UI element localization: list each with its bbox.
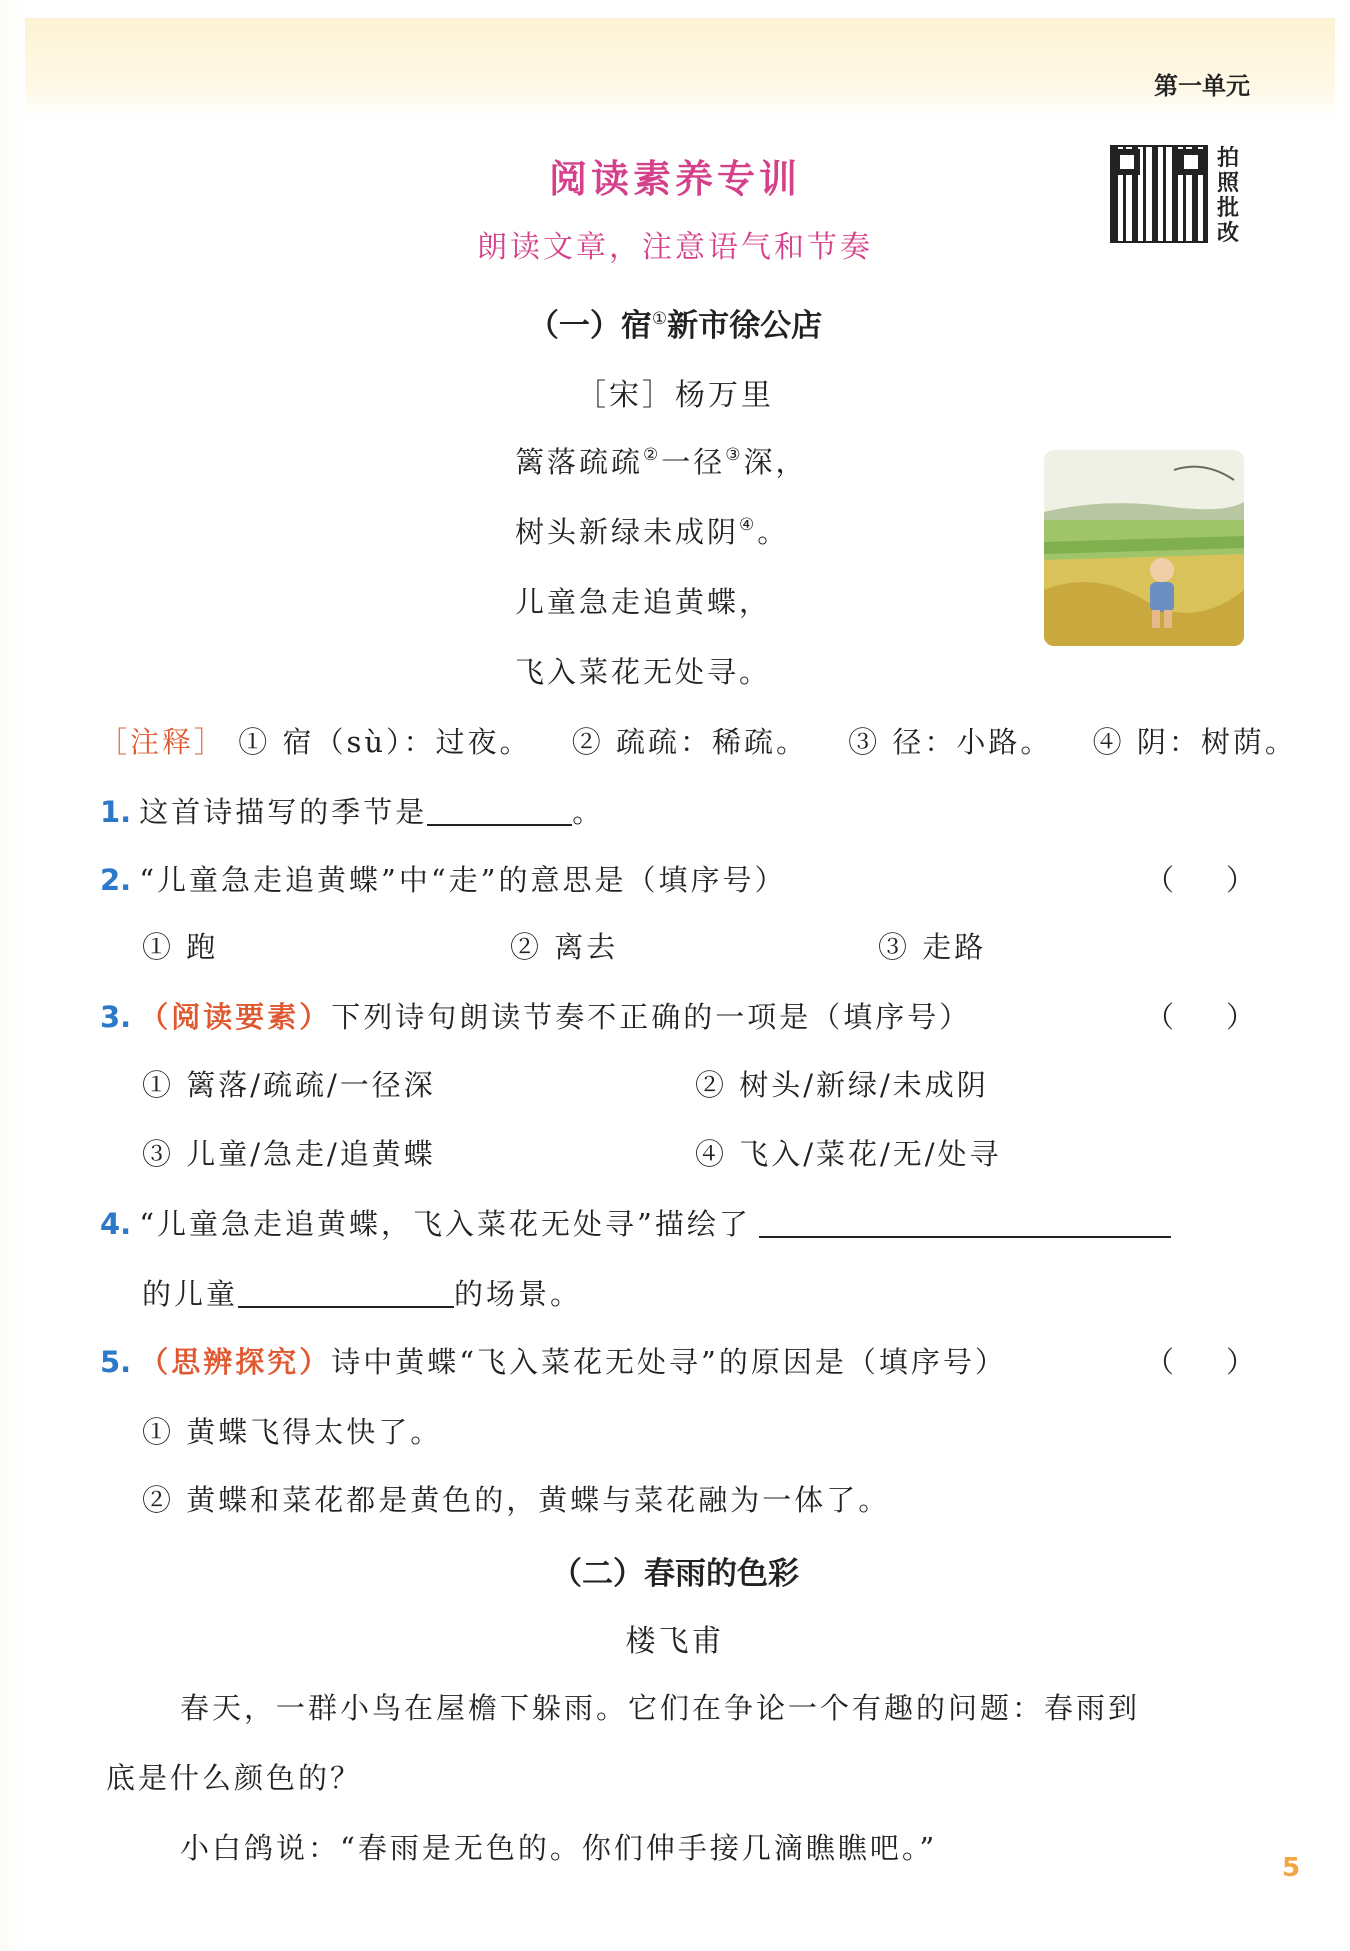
page-title: 阅读素养专训 bbox=[548, 157, 801, 201]
question-4: 4. “儿童急走追黄蝶，飞入菜花无处寻”描绘了 bbox=[100, 1202, 1171, 1243]
passage-para2: 小白鸽说：“春雨是无色的。你们伸手接几滴瞧瞧吧。” bbox=[180, 1831, 938, 1865]
passage-para1-line1: 春天，一群小鸟在屋檐下躲雨。它们在争论一个有趣的问题：春雨到 bbox=[180, 1691, 1141, 1725]
page-subtitle: 朗读文章，注意语气和节奏 bbox=[477, 230, 873, 265]
question-1: 1. 这首诗描写的季节是 。 bbox=[100, 795, 605, 829]
q2-option-2: ② 离去 bbox=[510, 930, 619, 964]
answer-blank-4a[interactable] bbox=[759, 1206, 1171, 1238]
notes-row bbox=[98, 720, 1297, 761]
passage-author: 楼飞甫 bbox=[625, 1624, 725, 1659]
question-2: 2. “儿童急走追黄蝶”中“走”的意思是（填序号） bbox=[100, 863, 787, 897]
q3-option-3: ③ 儿童/急走/追黄蝶 bbox=[142, 1137, 436, 1171]
answer-blank-4b[interactable] bbox=[238, 1276, 454, 1308]
poem-heading-suffix: 新市徐公店 bbox=[667, 308, 823, 344]
note-1: ① 宿（sù）：过夜。 bbox=[238, 725, 532, 759]
passage-heading: （二）春雨的色彩 bbox=[551, 1556, 799, 1592]
unit-label: 第一单元 bbox=[1154, 72, 1250, 100]
q3-option-1: ① 篱落/疏疏/一径深 bbox=[142, 1068, 436, 1102]
poem-line-1: 篱落疏疏②一径③深， bbox=[515, 445, 808, 479]
header-band bbox=[25, 18, 1335, 118]
answer-paren-3[interactable]: （） bbox=[1145, 1000, 1308, 1034]
passage-para1-line2: 底是什么颜色的？ bbox=[106, 1761, 363, 1795]
qr-code-icon[interactable] bbox=[1110, 145, 1208, 243]
question-4-line2: 的儿童 的场景。 bbox=[142, 1277, 583, 1311]
poem-heading-note: ① bbox=[651, 309, 668, 329]
note-2: ② 疏疏：稀疏。 bbox=[571, 725, 808, 759]
note-3: ③ 径：小路。 bbox=[848, 725, 1053, 759]
question-3: 3. （阅读要素）下列诗句朗读节奏不正确的一项是（填序号） bbox=[100, 1000, 972, 1034]
answer-blank-1[interactable] bbox=[427, 794, 572, 826]
q3-option-2: ② 树头/新绿/未成阴 bbox=[695, 1068, 989, 1102]
q5-option-1: ① 黄蝶飞得太快了。 bbox=[142, 1415, 443, 1449]
poem-illustration bbox=[1044, 450, 1244, 646]
notes-tag: ［注释］ bbox=[98, 725, 227, 759]
q5-option-2: ② 黄蝶和菜花都是黄色的，黄蝶与菜花融为一体了。 bbox=[142, 1483, 891, 1517]
q2-option-1: ① 跑 bbox=[142, 930, 219, 964]
qr-label: 拍照批改 bbox=[1216, 146, 1239, 246]
poem-heading bbox=[0, 300, 1350, 345]
page-number: 5 bbox=[1282, 1853, 1301, 1883]
answer-paren-2[interactable]: （） bbox=[1145, 863, 1308, 897]
q2-option-3: ③ 走路 bbox=[878, 930, 987, 964]
q3-option-4: ④ 飞入/菜花/无/处寻 bbox=[695, 1137, 1002, 1171]
question-5: 5. （思辨探究）诗中黄蝶“飞入菜花无处寻”的原因是（填序号） bbox=[100, 1345, 1007, 1379]
poem-line-4: 飞入菜花无处寻。 bbox=[515, 655, 772, 689]
answer-paren-5[interactable]: （） bbox=[1145, 1345, 1308, 1379]
poem-line-2: 树头新绿未成阴④。 bbox=[515, 515, 790, 549]
poem-author: ［宋］杨万里 bbox=[576, 378, 774, 413]
note-4: ④ 阴：树荫。 bbox=[1092, 725, 1297, 759]
poem-line-3: 儿童急走追黄蝶， bbox=[515, 585, 772, 619]
poem-heading-prefix: （一）宿 bbox=[527, 308, 652, 344]
